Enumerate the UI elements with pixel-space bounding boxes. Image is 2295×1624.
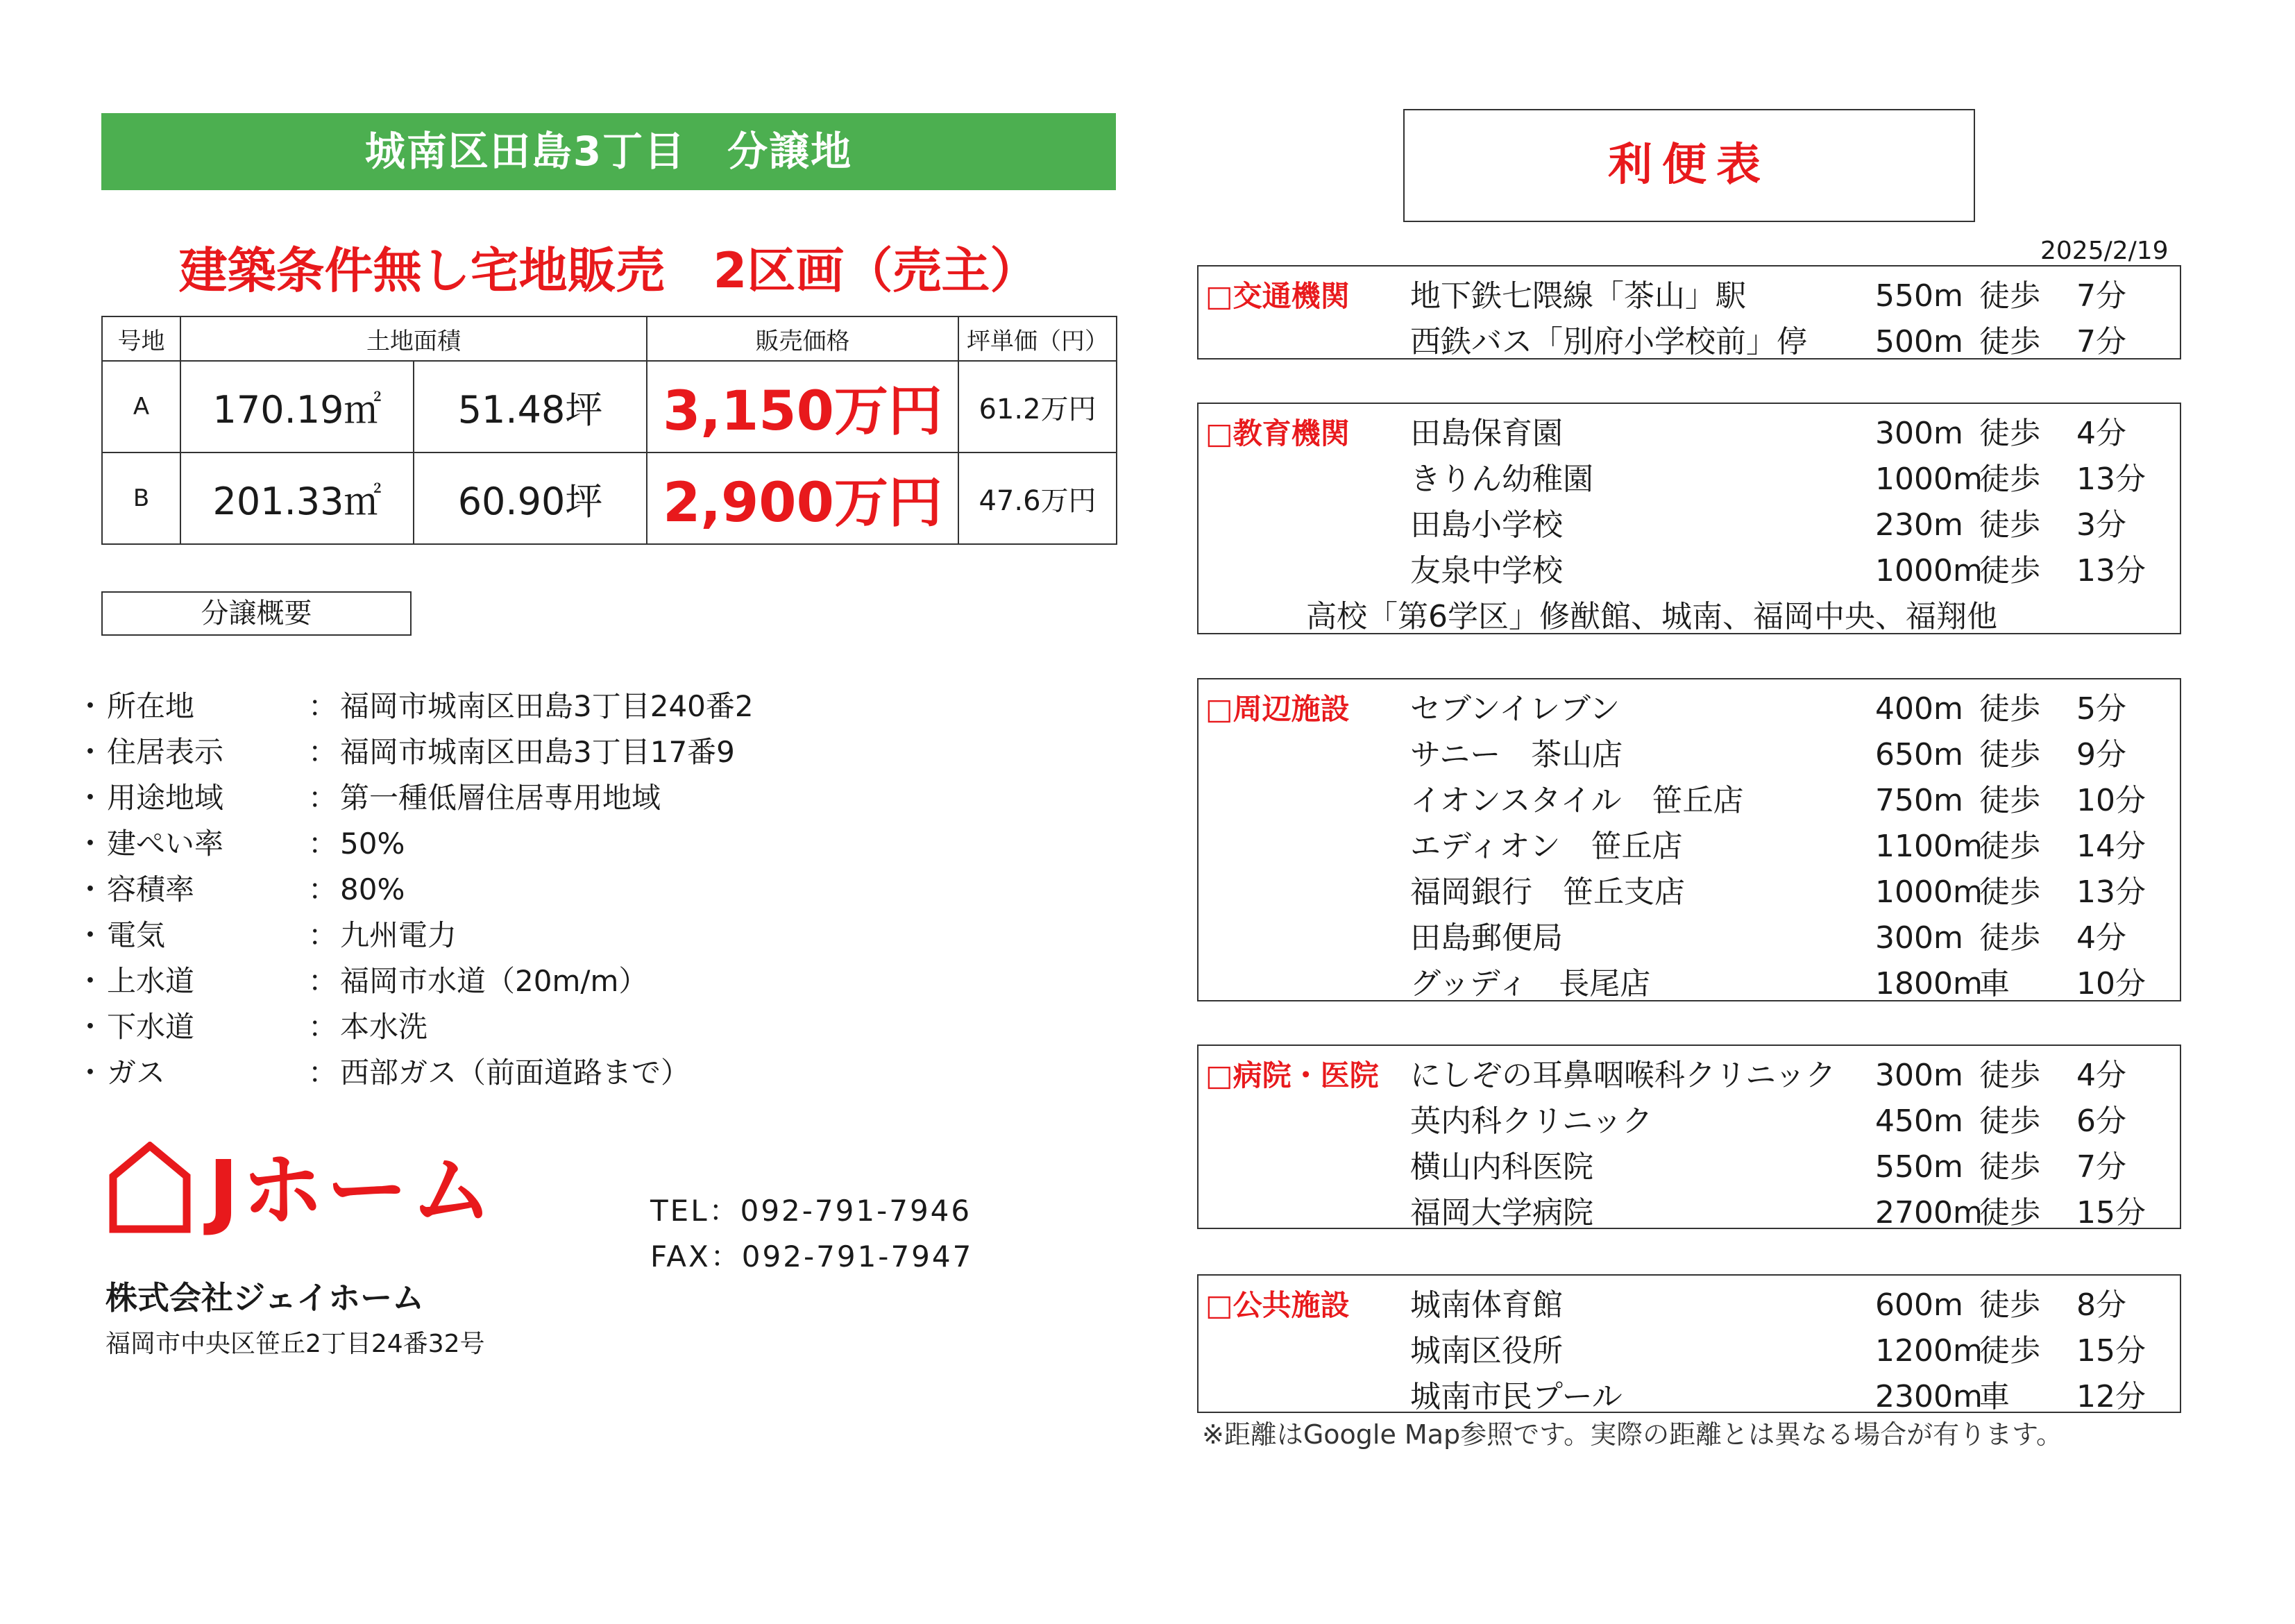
table-row	[102, 452, 1117, 544]
facility-distance: 1000m	[1875, 874, 1983, 910]
category-label: □公共施設	[1205, 1288, 1350, 1322]
travel-time: 5分	[2076, 691, 2126, 727]
list-item	[1410, 273, 2160, 319]
facility-distance: 550m	[1875, 278, 1963, 314]
facility-name: 田島郵便局	[1410, 920, 1563, 956]
company-name: 株式会社ジェイホーム	[105, 1279, 425, 1317]
travel-time: 4分	[2076, 1058, 2126, 1093]
travel-mode: 徒歩	[1979, 691, 2040, 727]
list-item	[1410, 1190, 2160, 1236]
travel-time: 3分	[2076, 507, 2126, 543]
travel-mode: 徒歩	[1979, 278, 2040, 314]
facility-name: サニー 茶山店	[1410, 737, 1623, 772]
spec-value: 福岡市城南区田島3丁目240番2	[340, 689, 754, 723]
facility-distance: 750m	[1875, 783, 1963, 818]
travel-mode: 徒歩	[1979, 920, 2040, 956]
spec-list	[74, 684, 1045, 1096]
list-item	[1410, 1144, 2160, 1190]
fax-number: FAX：092-791-7947	[650, 1240, 974, 1274]
list-item	[1410, 1328, 2160, 1374]
header-price: 販売価格	[647, 316, 958, 361]
travel-time: 10分	[2076, 783, 2146, 818]
spec-value: 第一種低層住居専用地域	[340, 781, 661, 815]
unit-price: 61.2万円	[958, 361, 1117, 452]
bullet-mark: ・	[75, 918, 105, 952]
spec-row	[74, 1004, 1045, 1050]
sale-price: 3,150万円	[647, 361, 958, 452]
list-item	[1410, 824, 2160, 870]
facility-name: 福岡大学病院	[1410, 1195, 1593, 1230]
category-items	[1410, 411, 2160, 594]
bullet-mark: ・	[75, 689, 105, 723]
lot-id: A	[102, 361, 180, 452]
category-items	[1410, 1283, 2160, 1420]
spec-value: 50%	[340, 827, 405, 861]
category-label: □周辺施設	[1205, 692, 1350, 726]
property-title: 城南区田島3丁目 分譲地	[101, 113, 1116, 190]
category-items	[1410, 686, 2160, 1007]
travel-time: 15分	[2076, 1333, 2146, 1369]
spec-row	[74, 684, 1045, 729]
facility-name: 地下鉄七隈線「茶山」駅	[1410, 278, 1746, 314]
travel-time: 6分	[2076, 1103, 2126, 1139]
facility-distance: 450m	[1875, 1103, 1963, 1139]
bullet-mark: ・	[75, 781, 105, 815]
travel-time: 12分	[2076, 1379, 2146, 1414]
facility-name: 横山内科医院	[1410, 1149, 1593, 1185]
travel-mode: 徒歩	[1979, 874, 2040, 910]
facility-name: 英内科クリニック	[1410, 1103, 1653, 1139]
travel-mode: 徒歩	[1979, 1149, 2040, 1185]
overview-heading: 分譲概要	[101, 591, 412, 636]
bullet-mark: ・	[75, 1056, 105, 1090]
travel-mode: 徒歩	[1979, 1333, 2040, 1369]
spec-value: 本水洗	[340, 1010, 428, 1044]
facility-distance: 500m	[1875, 324, 1963, 360]
travel-mode: 徒歩	[1979, 1287, 2040, 1323]
spec-value: 80%	[340, 872, 405, 906]
unit-price: 47.6万円	[958, 452, 1117, 544]
spec-row	[74, 775, 1045, 821]
list-item	[1410, 732, 2160, 778]
area-m2: 201.33㎡	[180, 452, 414, 544]
facility-distance: 230m	[1875, 507, 1963, 543]
list-item	[1410, 915, 2160, 961]
spec-label: 建ぺい率	[107, 827, 224, 861]
travel-mode: 徒歩	[1979, 553, 2040, 589]
spec-label: ガス	[107, 1056, 166, 1090]
list-item	[1410, 548, 2160, 594]
colon-mark: ：	[308, 781, 338, 815]
category-box-transport	[1197, 265, 2181, 360]
category-label: □病院・医院	[1205, 1058, 1379, 1092]
category-label: □教育機関	[1205, 416, 1350, 450]
travel-time: 7分	[2076, 1149, 2126, 1185]
list-item	[1410, 319, 2160, 365]
facility-distance: 300m	[1875, 416, 1963, 451]
header-unit-price: 坪単価（円）	[958, 316, 1117, 361]
facility-name: 福岡銀行 笹丘支店	[1410, 874, 1685, 910]
category-box-education	[1197, 403, 2181, 634]
bullet-mark: ・	[75, 872, 105, 906]
category-box-nearby-facilities	[1197, 678, 2181, 1001]
spec-label: 電気	[107, 918, 166, 952]
facility-distance: 2300m	[1875, 1379, 1983, 1414]
facility-distance: 1000m	[1875, 462, 1983, 497]
spec-label: 下水道	[107, 1010, 195, 1044]
facility-distance: 1000m	[1875, 553, 1983, 589]
travel-mode: 徒歩	[1979, 324, 2040, 360]
spec-value: 西部ガス（前面道路まで）	[340, 1056, 691, 1090]
list-item	[1410, 1374, 2160, 1420]
spec-label: 容積率	[107, 872, 195, 906]
document-date: 2025/2/19	[2040, 237, 2169, 265]
travel-time: 10分	[2076, 966, 2146, 1001]
travel-mode: 徒歩	[1979, 416, 2040, 451]
facility-distance: 600m	[1875, 1287, 1963, 1323]
area-tsubo: 60.90坪	[414, 452, 647, 544]
company-logo-text: Jホーム	[208, 1142, 496, 1238]
spec-row	[74, 913, 1045, 958]
area-m2: 170.19㎡	[180, 361, 414, 452]
list-item	[1410, 502, 2160, 548]
sale-price: 2,900万円	[647, 452, 958, 544]
facility-name: グッディ 長尾店	[1410, 966, 1651, 1001]
convenience-title: 利便表	[1403, 109, 1975, 222]
spec-value: 福岡市城南区田島3丁目17番9	[340, 735, 735, 769]
facility-distance: 650m	[1875, 737, 1963, 772]
lot-id: B	[102, 452, 180, 544]
colon-mark: ：	[308, 918, 338, 952]
category-items	[1410, 273, 2160, 365]
spec-row	[74, 1050, 1045, 1096]
travel-mode: 車	[1979, 966, 2010, 1001]
spec-value: 九州電力	[340, 918, 457, 952]
travel-mode: 車	[1979, 1379, 2010, 1414]
list-item	[1410, 870, 2160, 915]
colon-mark: ：	[308, 1010, 338, 1044]
table-row	[102, 361, 1117, 452]
list-item	[1410, 1099, 2160, 1144]
bullet-mark: ・	[75, 1010, 105, 1044]
table-header-row	[102, 316, 1117, 361]
spec-row	[74, 958, 1045, 1004]
colon-mark: ：	[308, 872, 338, 906]
facility-name: 田島小学校	[1410, 507, 1563, 543]
facility-name: にしぞの耳鼻咽喉科クリニック	[1410, 1058, 1836, 1093]
travel-time: 8分	[2076, 1287, 2126, 1323]
bullet-mark: ・	[75, 735, 105, 769]
spec-value: 福岡市水道（20m/m）	[340, 964, 648, 998]
facility-distance: 400m	[1875, 691, 1963, 727]
colon-mark: ：	[308, 964, 338, 998]
travel-mode: 徒歩	[1979, 507, 2040, 543]
travel-mode: 徒歩	[1979, 1195, 2040, 1230]
travel-time: 4分	[2076, 920, 2126, 956]
list-item	[1410, 961, 2160, 1007]
colon-mark: ：	[308, 1056, 338, 1090]
sale-subtitle: 建築条件無し宅地販売 2区画（売主）	[178, 242, 1039, 299]
spec-label: 所在地	[107, 689, 195, 723]
travel-time: 13分	[2076, 874, 2146, 910]
travel-mode: 徒歩	[1979, 462, 2040, 497]
category-box-hospitals	[1197, 1044, 2181, 1229]
spec-row	[74, 867, 1045, 913]
facility-distance: 550m	[1875, 1149, 1963, 1185]
bullet-mark: ・	[75, 964, 105, 998]
distance-note: ※距離はGoogle Map参照です。実際の距離とは異なる場合が有ります。	[1202, 1419, 2063, 1450]
travel-time: 7分	[2076, 278, 2126, 314]
facility-distance: 300m	[1875, 920, 1963, 956]
high-school-note: 高校「第6学区」修猷館、城南、福岡中央、福翔他	[1306, 599, 1997, 634]
phone-number: TEL：092-791-7946	[650, 1194, 972, 1228]
travel-time: 4分	[2076, 416, 2126, 451]
facility-name: きりん幼稚園	[1410, 462, 1593, 497]
facility-name: 城南区役所	[1410, 1333, 1563, 1369]
colon-mark: ：	[308, 827, 338, 861]
list-item	[1410, 778, 2160, 824]
facility-distance: 300m	[1875, 1058, 1963, 1093]
house-logo-icon	[109, 1142, 191, 1233]
list-item	[1410, 1053, 2160, 1099]
spec-label: 上水道	[107, 964, 195, 998]
travel-mode: 徒歩	[1979, 1058, 2040, 1093]
travel-time: 14分	[2076, 829, 2146, 864]
colon-mark: ：	[308, 735, 338, 769]
price-table	[101, 316, 1117, 545]
facility-name: 友泉中学校	[1410, 553, 1563, 589]
travel-time: 13分	[2076, 462, 2146, 497]
travel-mode: 徒歩	[1979, 1103, 2040, 1139]
bullet-mark: ・	[75, 827, 105, 861]
facility-name: 城南市民プール	[1410, 1379, 1623, 1414]
spec-label: 住居表示	[107, 735, 224, 769]
travel-mode: 徒歩	[1979, 737, 2040, 772]
company-address: 福岡市中央区笹丘2丁目24番32号	[105, 1330, 485, 1358]
area-tsubo: 51.48坪	[414, 361, 647, 452]
list-item	[1410, 686, 2160, 732]
list-item	[1410, 1283, 2160, 1328]
travel-time: 13分	[2076, 553, 2146, 589]
facility-name: セブンイレブン	[1410, 691, 1620, 727]
facility-name: エディオン 笹丘店	[1410, 829, 1683, 864]
travel-time: 7分	[2076, 324, 2126, 360]
contact-info	[650, 1188, 973, 1280]
facility-name: イオンスタイル 笹丘店	[1410, 783, 1744, 818]
category-items	[1410, 1053, 2160, 1236]
travel-time: 15分	[2076, 1195, 2146, 1230]
facility-distance: 1800m	[1875, 966, 1983, 1001]
travel-mode: 徒歩	[1979, 829, 2040, 864]
facility-distance: 1100m	[1875, 829, 1983, 864]
header-area: 土地面積	[180, 316, 647, 361]
category-label: □交通機関	[1205, 279, 1350, 313]
facility-distance: 1200m	[1875, 1333, 1983, 1369]
facility-name: 田島保育園	[1410, 416, 1563, 451]
spec-row	[74, 729, 1045, 775]
colon-mark: ：	[308, 689, 338, 723]
facility-name: 西鉄バス「別府小学校前」停	[1410, 324, 1807, 360]
facility-name: 城南体育館	[1410, 1287, 1563, 1323]
facility-distance: 2700m	[1875, 1195, 1983, 1230]
spec-row	[74, 821, 1045, 867]
spec-label: 用途地域	[107, 781, 224, 815]
travel-mode: 徒歩	[1979, 783, 2040, 818]
list-item	[1410, 457, 2160, 502]
list-item	[1410, 411, 2160, 457]
travel-time: 9分	[2076, 737, 2126, 772]
header-lot: 号地	[102, 316, 180, 361]
category-box-public-facilities	[1197, 1274, 2181, 1413]
